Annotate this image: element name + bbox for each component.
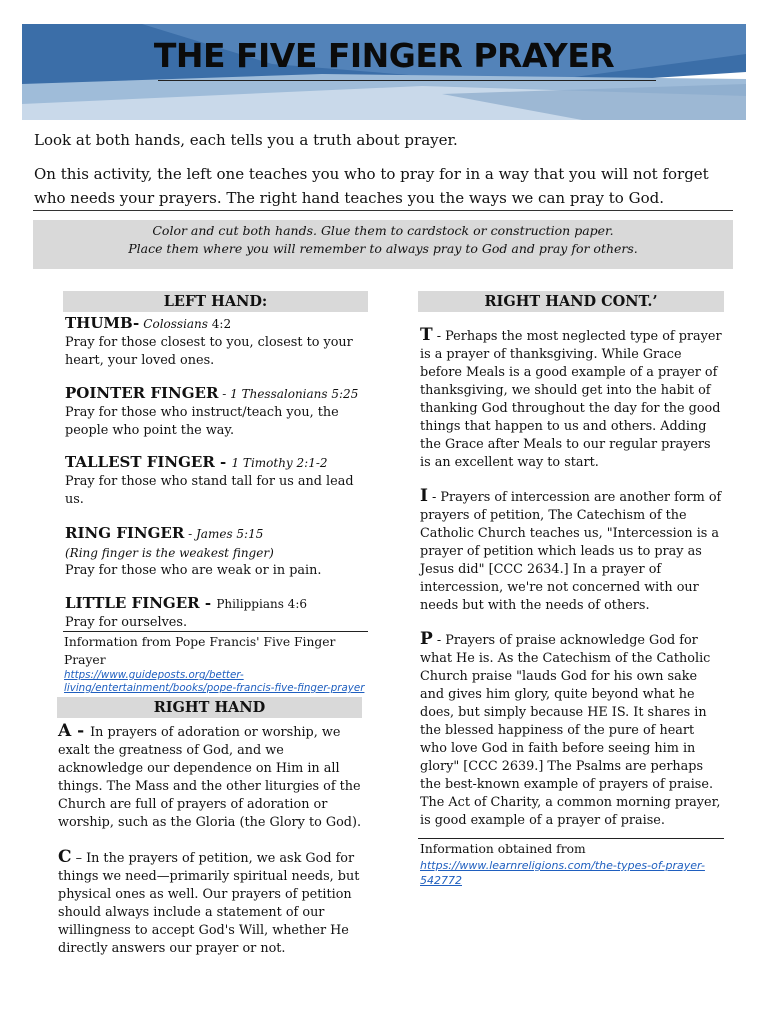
little-ref: Philippians 4:6 (216, 597, 307, 611)
right-source (420, 840, 724, 888)
instruction-box (33, 220, 733, 269)
ring-note: (Ring finger is the weakest finger) (65, 546, 274, 560)
title-underline (158, 80, 656, 81)
instruction-line-1: Color and cut both hands. Glue them to cardstock or construction paper. (152, 223, 614, 238)
ring-text: Pray for those who are weak or in pain. (65, 563, 322, 578)
right-hand-heading: RIGHT HAND (57, 697, 362, 718)
pointer-section (65, 384, 365, 440)
tallest-text: Pray for those who stand tall for us and lead us. (65, 474, 354, 507)
page-title: THE FIVE FINGER PRAYER (153, 36, 615, 75)
right-source-text: Information obtained from (420, 842, 586, 856)
thanksgiving-text: - Perhaps the most neglected type of prayer is a prayer of thanksgiving. While Grace before Meals is a good example of a prayer of thanksgiving, we should get into the habit of thanking God throughout the day for the good things that happen to us and others. Adding the Grace after Meals to our regular prayers is an excellent way to start. (420, 329, 722, 470)
intercession-letter: I (420, 486, 428, 506)
petition-section (58, 848, 363, 958)
adoration-letter: A - (58, 721, 91, 741)
thumb-section (65, 314, 365, 370)
tallest-section (65, 453, 365, 509)
thanksgiving-letter: T (420, 325, 433, 345)
praise-text: - Prayers of praise acknowledge God for what He is. As the Catechism of the Catholic Church praise "lauds God for his own sake and gives him glory, quite beyond what he does, but simply because HE IS. It shares in the blessed happiness of the pure of heart who love God in faith before seeing him in glory" [CCC 2639.] The Psalms are perhaps the best-known example of prayers of praise. The Act of Charity, a common morning prayer, is good example of a prayer of praise. (420, 633, 721, 828)
adoration-text: In prayers of adoration or worship, we exalt the greatness of God, and we acknowledge our dependence on Him in all things. The Mass and the other liturgies of the Church are full of prayers of adoration or worship, such as the Gloria (the Glory to God). (58, 725, 362, 830)
ring-label: RING FINGER (65, 524, 185, 542)
pointer-text: Pray for those who instruct/teach you, the people who point the way. (65, 405, 339, 438)
right-hand-cont-heading: RIGHT HAND CONT.’ (418, 291, 724, 312)
instruction-line-2: Place them where you will remember to always pray to God and pray for others. (128, 241, 638, 256)
right-source-link[interactable]: https://www.learnreligions.com/the-types-of-prayer-542772 (420, 859, 705, 887)
tallest-ref: 1 Timothy 2:1-2 (231, 456, 328, 470)
little-label: LITTLE FINGER - (65, 594, 217, 612)
left-hand-heading: LEFT HAND: (63, 291, 368, 312)
intercession-text: - Prayers of intercession are another form of prayers of petition, The Catechism of the Catholic Church teaches us, "Intercession is a prayer of petition which leads us to pray as Jesus did" [CCC 2634.] In a prayer of intercession, we're not concerned with our needs but with the needs of others. (420, 490, 722, 613)
left-source-text: Information from Pope Francis' Five Finger Prayer (64, 635, 336, 667)
ring-ref: - James 5:15 (184, 527, 264, 541)
pointer-ref: - 1 Thessalonians 5:25 (218, 387, 359, 401)
praise-letter: P (420, 629, 433, 649)
left-source-link[interactable]: https://www.guideposts.org/better-living/entertainment/books/pope-francis-five-finger-prayer (64, 669, 365, 694)
left-source (64, 633, 369, 695)
petition-text: – In the prayers of petition, we ask God for things we need—primarily spiritual needs, but physical ones as well. Our prayers of petition should always include a statement of our willingness to accept God's Will, whether He directly answers our prayer or not. (58, 851, 360, 956)
left-source-divider (63, 631, 368, 632)
praise-section (420, 630, 724, 830)
tallest-label: TALLEST FINGER - (65, 453, 232, 471)
pointer-label: POINTER FINGER (65, 384, 219, 402)
petition-letter: C (58, 847, 72, 867)
right-source-divider (418, 838, 724, 839)
little-text: Pray for ourselves. (65, 615, 188, 630)
intro-line-2: On this activity, the left one teaches you who to pray for in a way that you will not forget who needs your prayers. The right hand teaches you the ways we can pray to God. (34, 165, 709, 207)
thumb-ref: Colossians (143, 317, 208, 331)
thumb-label: THUMB- (65, 314, 140, 332)
intro-line-1: Look at both hands, each tells you a truth about prayer. (34, 131, 458, 149)
intercession-section (420, 487, 724, 615)
intro-divider (33, 210, 733, 211)
little-section (65, 594, 365, 632)
ring-section (65, 524, 365, 580)
thanksgiving-section (420, 326, 724, 472)
thumb-text: Pray for those closest to you, closest to your heart, your loved ones. (65, 335, 353, 368)
thumb-ref-num: 4:2 (207, 317, 232, 331)
adoration-section (58, 722, 363, 832)
